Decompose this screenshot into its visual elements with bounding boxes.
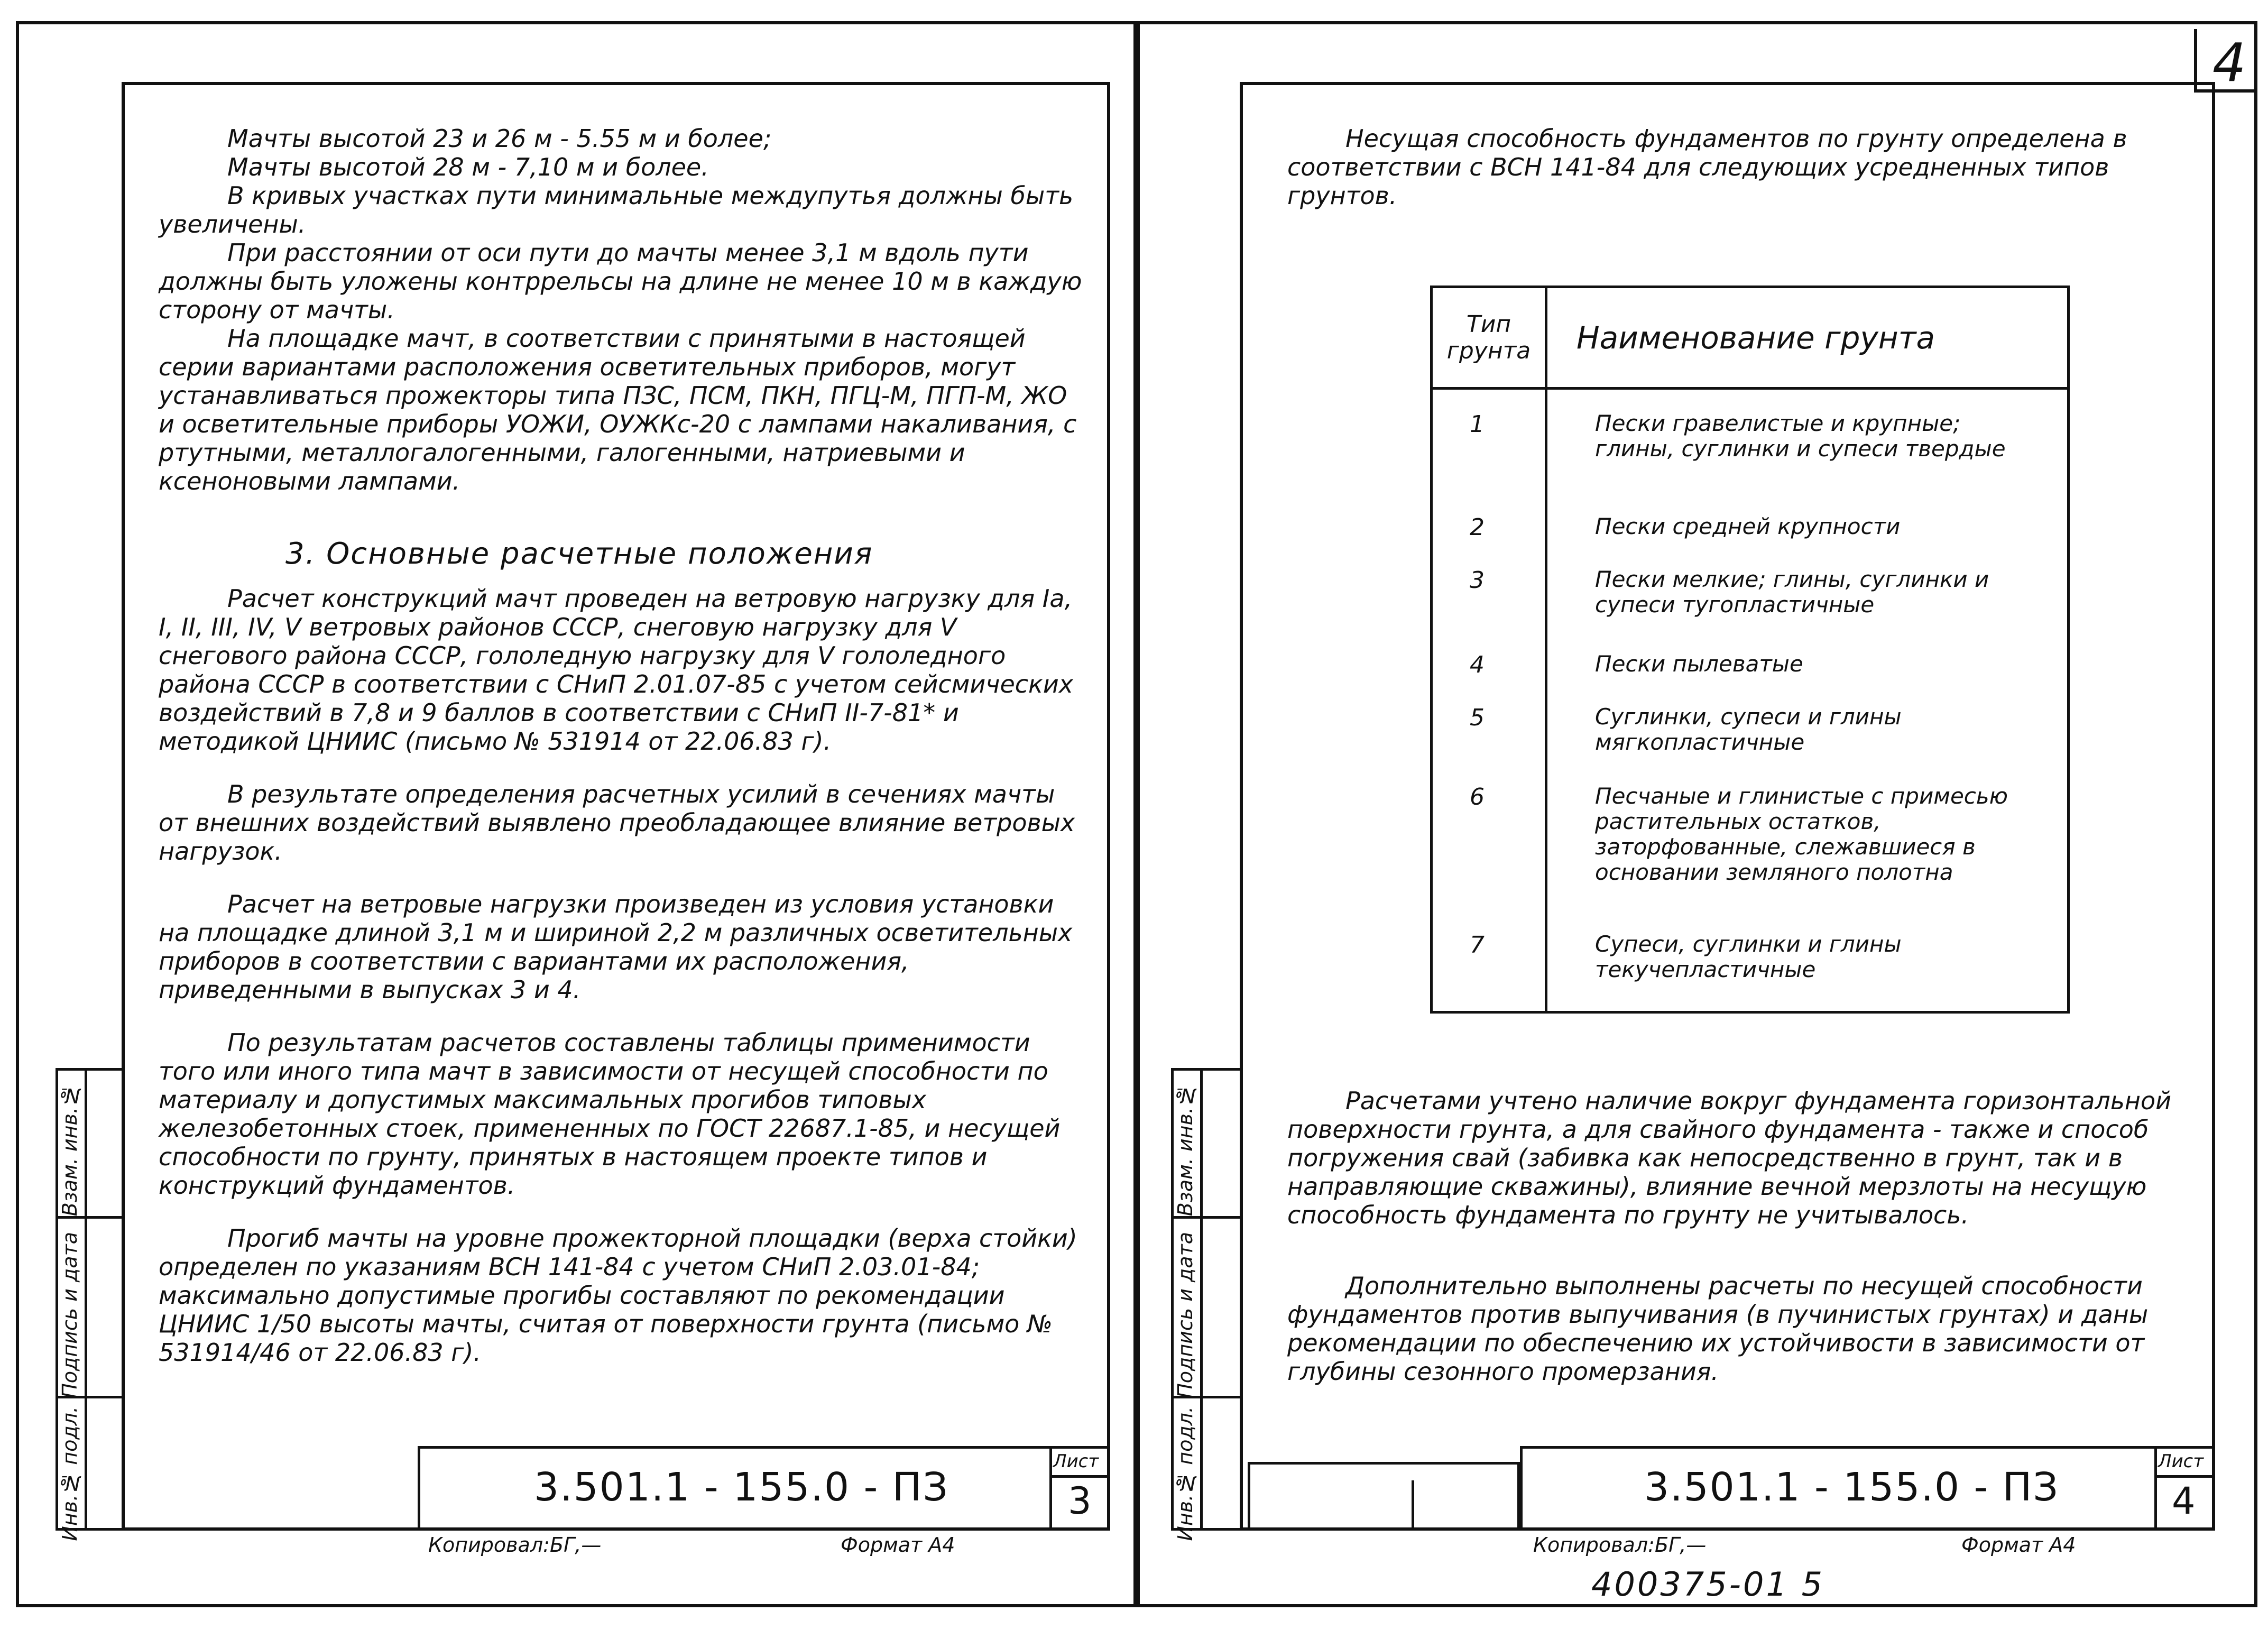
left-body-para-4: По результатам расчетов составлены таблицы применимости того или иного типа мачт в зависимости от несущей способности по материалу и допустимых максимальных прогибов типовых железобетонных стоек, примененных по ГОСТ 22687.1-85, и несущей способности по грунту, принятых в настоящем проекте типов и конструкций фундаментов. (159, 1028, 1061, 1200)
left-stamp-sheet-number: 3 (1068, 1479, 1092, 1523)
soil-type-number: 2 (1432, 501, 1546, 561)
soil-table-row (1432, 699, 2069, 778)
soil-table-row (1432, 778, 2069, 926)
left-intro-line-2: Мачты высотой 28 м - 7,10 м и более. (227, 153, 709, 181)
soil-type-name: Пески гравелистые и крупные; глины, суглинки и супеси твердые (1546, 389, 2069, 501)
left-body-text (159, 584, 1089, 1367)
left-intro-para-5: На площадке мачт, в соответствии с принятыми в настоящей серии вариантами расположения осветительных приборов, могут устанавливаться прожекторы типа ПЗС, ПСМ, ПКН, ПГЦ-М, ПГП-М, ЖО и осветительные приборы УОЖИ, ОУЖКс-20 с лампами накаливания, с ртутными, металлогалогенными, галогенными, натриевыми и ксеноновыми лампами. (159, 324, 1077, 495)
right-strip-divider-1 (1171, 1216, 1240, 1219)
left-stamp-sheet-label: Лист (1053, 1451, 1099, 1472)
right-footer-copied: Копировал: (1533, 1533, 1655, 1557)
left-strip-inner-line (85, 1068, 87, 1531)
left-body-para-2: В результате определения расчетных усилий в сечениях мачты от внешних воздействий выявлено преобладающее влияние ветровых нагрузок. (159, 780, 1075, 865)
right-intro: Несущая способность фундаментов по грунту определена в соответствии с ВСН 141-84 для следующих усредненных типов грунтов. (1287, 124, 2127, 210)
right-para-2: Дополнительно выполнены расчеты по несущей способности фундаментов против выпучивания (в пучинистых грунтах) и даны рекомендации по обеспечению их устойчивости в зависимости от глубины сезонного промерзания. (1287, 1272, 2149, 1386)
soil-type-name: Суглинки, супеси и глины мягкопластичные (1546, 699, 2069, 778)
left-stamp-code: 3.501.1 - 155.0 - ПЗ (534, 1465, 949, 1510)
soil-table-header (1432, 287, 2069, 389)
soil-table-row (1432, 501, 2069, 561)
soil-type-name: Песчаные и глинистые с примесью растительных остатков, заторфованные, слежавшиеся в основании земляного полотна (1546, 778, 2069, 926)
right-stamp-code: 3.501.1 - 155.0 - ПЗ (1644, 1465, 2059, 1510)
soil-type-number: 1 (1432, 389, 1546, 501)
soil-type-name: Супеси, суглинки и глины текучепластичные (1546, 926, 2069, 1012)
soil-table-row (1432, 561, 2069, 646)
soil-table-row (1432, 646, 2069, 699)
soil-type-number: 3 (1432, 561, 1546, 646)
soil-type-name: Пески мелкие; глины, суглинки и супеси тугопластичные (1546, 561, 2069, 646)
soil-table-head-type: Тип грунта (1432, 287, 1546, 389)
right-side-label-inv: Инв.№ подл. (1174, 1406, 1197, 1541)
left-footer-copied: Копировал: (428, 1533, 550, 1557)
soil-table-row (1432, 389, 2069, 501)
soil-table-row (1432, 926, 2069, 1012)
right-strip-inner-line (1200, 1068, 1203, 1531)
left-stamp-sheet-divider (1049, 1475, 1110, 1478)
right-side-label-sign: Подпись и дата (1174, 1232, 1197, 1398)
left-footer-format: Формат А4 (841, 1533, 955, 1557)
left-side-label-inv: Инв.№ подл. (58, 1406, 81, 1541)
right-footer-format: Формат А4 (1961, 1533, 2076, 1557)
left-intro-para-4: При расстоянии от оси пути до мачты менее 3,1 м вдоль пути должны быть уложены контррельсы на длине не менее 10 м в каждую сторону от мачты. (159, 238, 1082, 324)
left-stamp-divider (1049, 1446, 1052, 1531)
right-footer-copied-sign: БГ,— (1655, 1533, 1707, 1557)
page-number-corner: 4 (2212, 32, 2246, 94)
left-intro-para-3: В кривых участках пути минимальные междупутья должны быть увеличены. (159, 181, 1074, 238)
right-stamp-left-cell (1248, 1462, 1520, 1531)
soil-table-head-name: Наименование грунта (1546, 287, 2069, 389)
soil-table (1430, 286, 2070, 1014)
left-strip-divider-1 (56, 1216, 122, 1219)
right-handwritten-number: 400375-01 5 (1591, 1565, 1825, 1604)
right-stamp-sheet-number: 4 (2172, 1479, 2196, 1523)
right-stamp-divider (2154, 1446, 2157, 1531)
soil-type-number: 7 (1432, 926, 1546, 1012)
left-body-para-3: Расчет на ветровые нагрузки произведен из условия установки на площадке длиной 3,1 м и шириной 2,2 м различных осветительных приборов в соответствии с вариантами их расположения, приведенными в выпусках 3 и 4. (159, 890, 1073, 1004)
right-stamp-sheet-label: Лист (2158, 1451, 2204, 1472)
right-para-1: Расчетами учтено наличие вокруг фундамента горизонтальной поверхности грунта, а для свайного фундамента - также и способ погружения свай (забивка как непосредственно в грунт, так и в направляющие скважины), влияние вечной мерзлоты на несущую способность фундамента по грунту не учитывалось. (1287, 1086, 2172, 1229)
soil-type-name: Пески средней крупности (1546, 501, 2069, 561)
left-intro-text (159, 124, 1089, 495)
left-footer-copied-sign: БГ,— (550, 1533, 602, 1557)
section-title: 3. Основные расчетные положения (285, 537, 873, 571)
soil-type-number: 6 (1432, 778, 1546, 926)
right-stamp-sheet-divider (2154, 1475, 2215, 1478)
left-side-label-sign: Подпись и дата (58, 1232, 81, 1398)
soil-type-number: 4 (1432, 646, 1546, 699)
right-side-label-vzam: Взам. инв.№ (1174, 1084, 1197, 1217)
soil-type-name: Пески пылеватые (1546, 646, 2069, 699)
left-intro-line-1: Мачты высотой 23 и 26 м - 5.55 м и более; (227, 124, 772, 153)
right-stamp-small-mark (1412, 1480, 1414, 1531)
left-side-label-vzam: Взам. инв.№ (58, 1084, 81, 1217)
left-body-para-1: Расчет конструкций мачт проведен на ветровую нагрузку для Iа, I, II, III, IV, V ветровых районов СССР, снеговую нагрузку для V снегового района СССР, гололедную нагрузку для V гололедного района СССР в соответствии с СНиП 2.01.07-85 с учетом сейсмических воздействий в 7,8 и 9 баллов в соответствии с СНиП II-7-81* и методикой ЦНИИС (письмо № 531914 от 22.06.83 г). (159, 584, 1073, 756)
left-body-para-5: Прогиб мачты на уровне прожекторной площадки (верха стойки) определен по указаниям ВСН 141-84 с учетом СНиП 2.03.01-84; максимально допустимые прогибы составляют по рекомендации ЦНИИС 1/50 высоты мачты, считая от поверхности грунта (письмо № 531914/46 от 22.06.83 г). (159, 1224, 1077, 1367)
soil-type-number: 5 (1432, 699, 1546, 778)
